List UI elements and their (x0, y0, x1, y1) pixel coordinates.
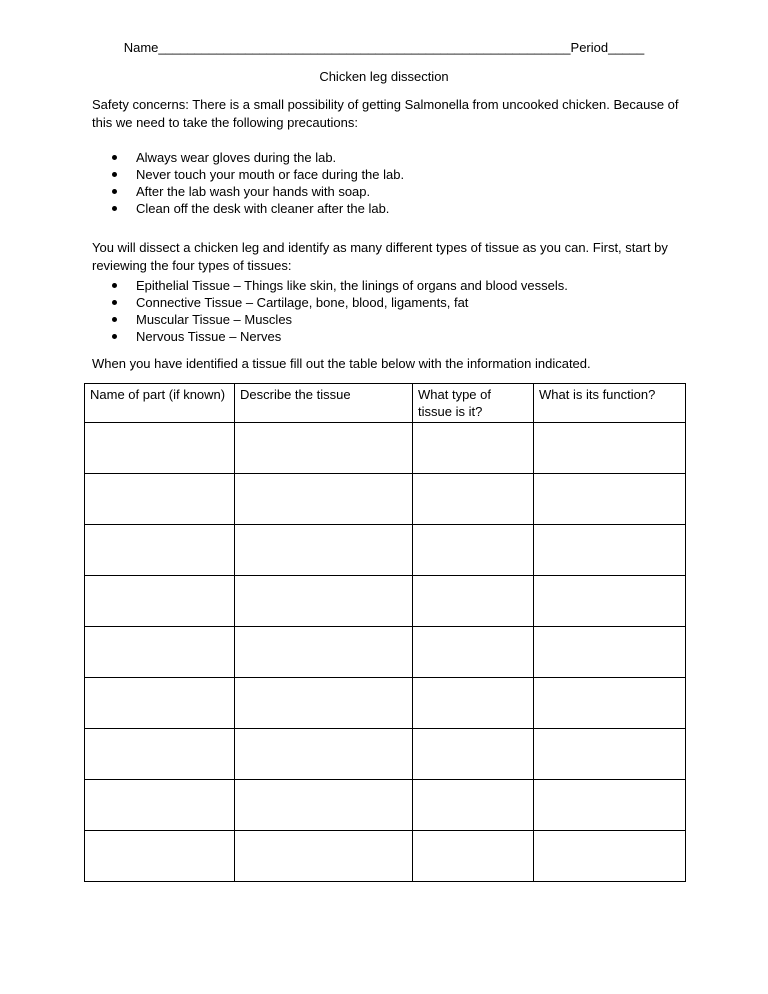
cell-tissue-type[interactable] (413, 780, 534, 831)
cell-function[interactable] (534, 627, 686, 678)
cell-part-name[interactable] (85, 627, 235, 678)
table-row (85, 780, 686, 831)
tissue-type-item: Muscular Tissue – Muscles (136, 311, 696, 328)
cell-function[interactable] (534, 474, 686, 525)
table-header-row (85, 384, 686, 423)
cell-part-name[interactable] (85, 525, 235, 576)
cell-description[interactable] (235, 831, 413, 882)
tissue-types-list (136, 277, 696, 345)
cell-tissue-type[interactable] (413, 627, 534, 678)
tissue-type-item: Epithelial Tissue – Things like skin, the linings of organs and blood vessels. (136, 277, 696, 294)
cell-part-name[interactable] (85, 576, 235, 627)
cell-description[interactable] (235, 576, 413, 627)
table-row (85, 729, 686, 780)
tissue-table (84, 383, 686, 882)
table-row (85, 474, 686, 525)
cell-function[interactable] (534, 831, 686, 882)
precaution-item: Always wear gloves during the lab. (136, 149, 696, 166)
column-header-function: What is its function? (534, 384, 686, 423)
cell-function[interactable] (534, 525, 686, 576)
precautions-list (136, 149, 696, 217)
tissue-type-item: Connective Tissue – Cartilage, bone, blood, ligaments, fat (136, 294, 696, 311)
cell-part-name[interactable] (85, 474, 235, 525)
cell-description[interactable] (235, 729, 413, 780)
cell-function[interactable] (534, 729, 686, 780)
cell-tissue-type[interactable] (413, 576, 534, 627)
precaution-item: Clean off the desk with cleaner after the lab. (136, 200, 696, 217)
safety-paragraph: Safety concerns: There is a small possibility of getting Salmonella from uncooked chicken. Because of this we need to take the following precautions: (92, 97, 679, 130)
table-row (85, 678, 686, 729)
cell-description[interactable] (235, 627, 413, 678)
precaution-item: Never touch your mouth or face during the lab. (136, 166, 696, 183)
table-instructions: When you have identified a tissue fill out the table below with the information indicated. (92, 356, 591, 371)
cell-description[interactable] (235, 525, 413, 576)
table-row (85, 423, 686, 474)
cell-part-name[interactable] (85, 729, 235, 780)
cell-tissue-type[interactable] (413, 423, 534, 474)
cell-part-name[interactable] (85, 831, 235, 882)
cell-tissue-type[interactable] (413, 729, 534, 780)
cell-tissue-type[interactable] (413, 474, 534, 525)
cell-function[interactable] (534, 780, 686, 831)
worksheet-title: Chicken leg dissection (319, 69, 449, 84)
cell-description[interactable] (235, 423, 413, 474)
cell-tissue-type[interactable] (413, 678, 534, 729)
table-row (85, 576, 686, 627)
cell-function[interactable] (534, 576, 686, 627)
cell-description[interactable] (235, 780, 413, 831)
cell-part-name[interactable] (85, 780, 235, 831)
column-header-tissue-type: What type of tissue is it? (413, 384, 534, 423)
cell-part-name[interactable] (85, 423, 235, 474)
tissue-type-item: Nervous Tissue – Nerves (136, 328, 696, 345)
table-row (85, 525, 686, 576)
column-header-part-name: Name of part (if known) (85, 384, 235, 423)
cell-function[interactable] (534, 423, 686, 474)
cell-tissue-type[interactable] (413, 525, 534, 576)
cell-part-name[interactable] (85, 678, 235, 729)
table-row (85, 831, 686, 882)
cell-description[interactable] (235, 474, 413, 525)
table-row (85, 627, 686, 678)
cell-description[interactable] (235, 678, 413, 729)
cell-tissue-type[interactable] (413, 831, 534, 882)
cell-function[interactable] (534, 678, 686, 729)
name-period-line: Name_________________________________________________________Period_____ (123, 40, 645, 55)
precaution-item: After the lab wash your hands with soap. (136, 183, 696, 200)
dissection-paragraph: You will dissect a chicken leg and identify as many different types of tissue as you can. First, start by reviewing the four types of tissues: (92, 240, 668, 273)
column-header-description: Describe the tissue (235, 384, 413, 423)
